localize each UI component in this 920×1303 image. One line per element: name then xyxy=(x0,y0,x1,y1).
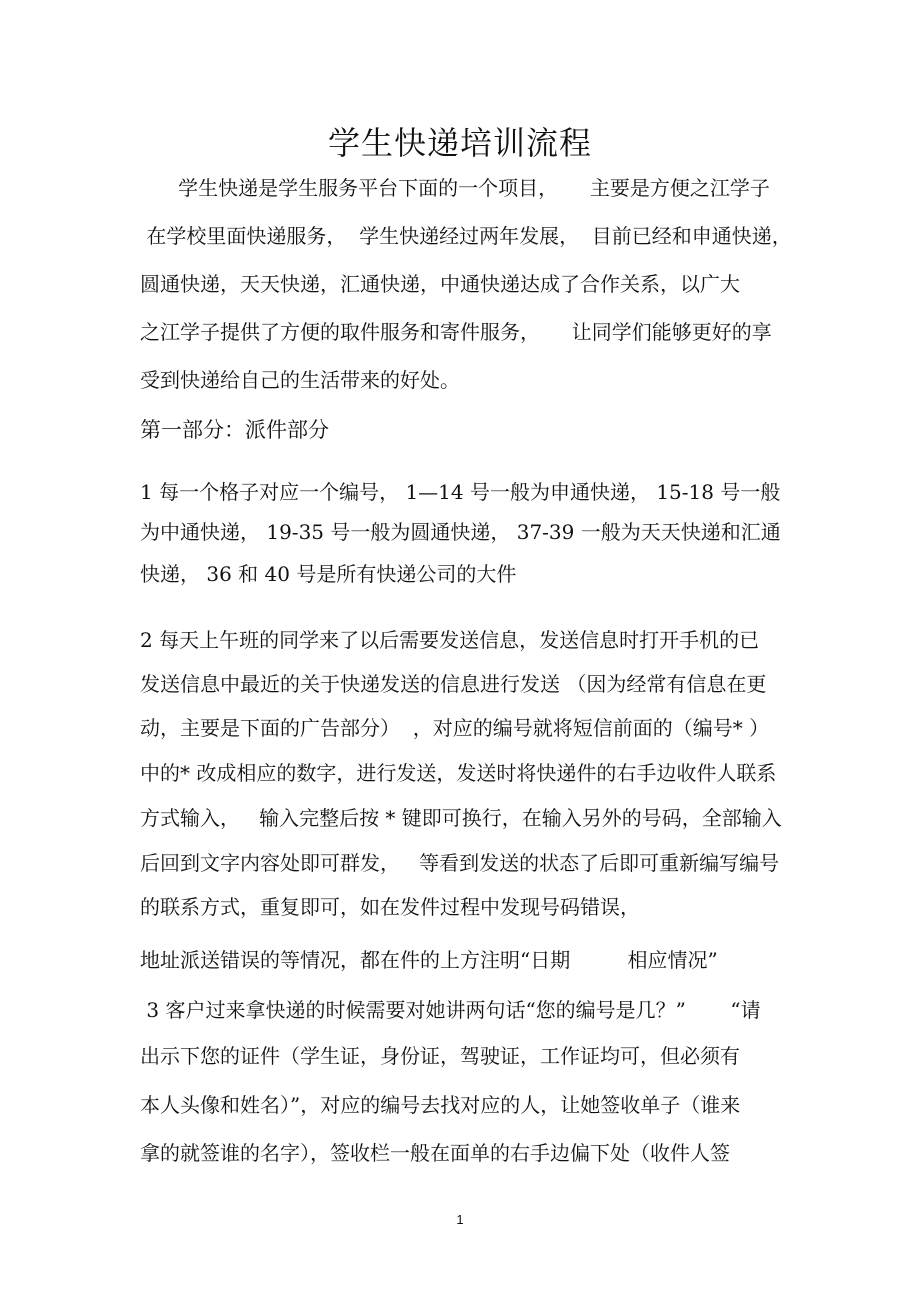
item2-line-2: 发送信息中最近的关于快递发送的信息进行发送 （因为经常有信息在更 xyxy=(140,672,767,696)
item2-line-1: 2 每天上午班的同学来了以后需要发送信息，发送信息时打开手机的已 xyxy=(140,628,760,652)
page-number: 1 xyxy=(456,1212,464,1227)
intro-line-2: 在学校里面快递服务， 学生快递经过两年发展， 目前已经和申通快递， xyxy=(140,224,792,248)
document-title: 学生快递培训流程 xyxy=(327,124,592,162)
intro-line-1: 学生快递是学生服务平台下面的一个项目， 主要是方便之江学子 xyxy=(140,176,770,200)
item1-line-1: 1 每一个格子对应一个编号， 1—14 号一般为申通快递， 15-18 号一般 xyxy=(140,480,781,504)
item2-line-5: 方式输入， 输入完整后按 * 键即可换行，在输入另外的号码，全部输入 xyxy=(140,806,782,830)
intro-line-5: 受到快递给自己的生活带来的好处。 xyxy=(140,368,460,392)
item3-line-3: 本人头像和姓名）”，对应的编号去找对应的人，让她签收单子（谁来 xyxy=(140,1093,741,1117)
intro-line-4: 之江学子提供了方便的取件服务和寄件服务， 让同学们能够更好的享 xyxy=(140,320,772,344)
item2-line-8: 地址派送错误的等情况，都在件的上方注明“日期 相应情况” xyxy=(140,948,718,972)
item3-line-1: 3 客户过来拿快递的时候需要对她讲两句话“您的编号是几？” “请 xyxy=(140,998,761,1022)
section-heading: 第一部分：派件部分 xyxy=(140,418,329,442)
item2-line-3: 动，主要是下面的广告部分） ，对应的编号就将短信前面的（编号* ） xyxy=(140,716,770,740)
item2-line-4: 中的* 改成相应的数字，进行发送，发送时将快递件的右手边收件人联系 xyxy=(140,761,777,785)
item3-line-2: 出示下您的证件（学生证，身份证，驾驶证，工作证均可，但必须有 xyxy=(140,1044,740,1068)
item3-line-4: 拿的就签谁的名字），签收栏一般在面单的右手边偏下处（收件人签 xyxy=(140,1141,730,1165)
item1-line-2: 为中通快递， 19-35 号一般为圆通快递， 37-39 一般为天天快递和汇通 xyxy=(140,520,781,544)
item2-line-7: 的联系方式，重复即可，如在发件过程中发现号码错误， xyxy=(140,895,640,919)
item2-line-6: 后回到文字内容处即可群发， 等看到发送的状态了后即可重新编写编号 xyxy=(140,851,780,875)
intro-line-3: 圆通快递，天天快递，汇通快递，中通快递达成了合作关系，以广大 xyxy=(140,272,740,296)
item1-line-3: 快递， 36 和 40 号是所有快递公司的大件 xyxy=(140,562,517,586)
